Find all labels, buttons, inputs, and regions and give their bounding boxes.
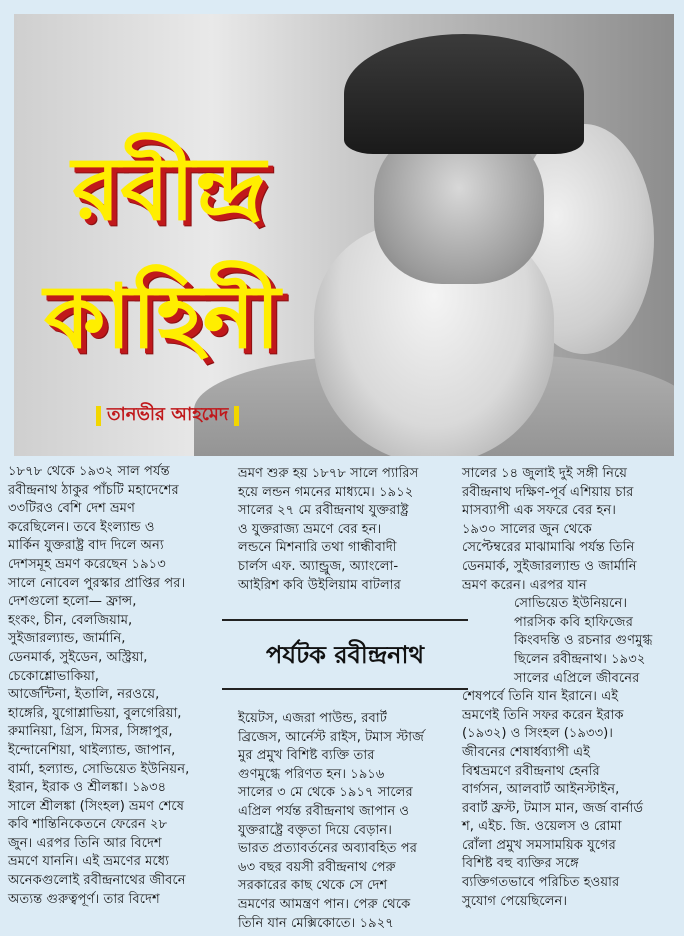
text-line: সালে নোবেল পুরস্কার প্রাপ্তির পর। — [8, 575, 186, 591]
text-line: হয়ে লন্ডন গমনের মাধ্যমে। ১৯১২ — [238, 484, 414, 500]
portrait-cap — [344, 34, 584, 154]
text-line: পারসিক কবি হাফিজের — [514, 614, 633, 630]
text-line: যুক্তরাষ্ট্রে বক্তৃতা দিয়ে বেড়ান। — [238, 822, 392, 838]
section-heading: পর্যটক রবীন্দ্রনাথ — [265, 641, 424, 669]
article-column-1 — [8, 463, 216, 909]
article-column-3 — [462, 465, 678, 911]
author-name: তানভীর আহমেদ — [107, 404, 229, 425]
text-line: সুইজারল্যান্ড, জার্মানি, — [8, 631, 126, 647]
text-line: বিশিষ্ট বহু ব্যক্তির সঙ্গে — [462, 856, 579, 872]
text-line: মার্কিন যুক্তরাষ্ট্র বাদ দিলে অন্য — [8, 538, 164, 554]
text-line: ভারত প্রত্যাবর্তনের অব্যাবহিত পর — [238, 841, 417, 857]
heading-rule-top — [222, 619, 468, 621]
text-line: সোভিয়েত ইউনিয়নে। — [514, 596, 628, 612]
text-line: সালের ৩ মে থেকে ১৯১৭ সালের — [238, 785, 413, 801]
byline-bar-right — [234, 406, 239, 426]
text-line: ডেনমার্ক, সুইজারল্যান্ড ও জার্মানি — [462, 558, 637, 574]
text-line: অনেকগুলোই রবীন্দ্রনাথের জীবনে — [8, 873, 186, 889]
text-line: হাঙ্গেরি, যুগোশ্লাভিয়া, বুলগেরিয়া, — [8, 705, 182, 721]
text-line: দেশগুলো হলো— ফ্রান্স, — [8, 594, 137, 610]
text-line: মাসব্যাপী এক সফরে বের হন। — [462, 503, 616, 519]
section-heading-box — [222, 619, 468, 691]
text-line: ছিলেন রবীন্দ্রনাথ। ১৯৩২ — [514, 651, 646, 667]
heading-rule-bottom — [222, 688, 468, 690]
text-line: ১৮৭৮ থেকে ১৯৩২ সাল পর্যন্ত — [8, 464, 170, 479]
text-line: চার্লস এফ. অ্যান্ড্রুজ, অ্যাংলো- — [238, 558, 399, 574]
text-line: শ, এইচ. জি. ওয়েলস ও রোমা — [462, 819, 622, 835]
text-line: এপ্রিল পর্যন্ত রবীন্দ্রনাথ জাপান ও — [238, 803, 410, 819]
text-line: ১৯৩০ সালের জুন থেকে — [462, 521, 592, 537]
text-line: অত্যন্ত গুরুত্বপূর্ণ। তার বিদেশ — [8, 891, 160, 907]
text-line: রুমানিয়া, গ্রিস, মিসর, সিঙ্গাপুর, — [8, 724, 173, 740]
text-line: সালের ১৪ জুলাই দুই সঙ্গী নিয়ে — [462, 466, 628, 481]
article-column-2-top — [238, 465, 446, 595]
text-line: ৬৩ বছর বয়সী রবীন্দ্রনাথ পেরু — [238, 859, 396, 875]
text-line: ভ্রমণেই তিনি সফর করেন ইরাক — [462, 707, 624, 723]
text-line: করেছিলেন। তবে ইংল্যান্ড ও — [8, 519, 155, 535]
text-line: কিংবদন্তি ও রচনার গুণমুগ্ধ — [514, 633, 653, 649]
text-line: ইরান, ইরাক ও শ্রীলঙ্কা। ১৯৩৪ — [8, 780, 167, 796]
text-line: ইন্দোনেশিয়া, থাইল্যান্ড, জাপান, — [8, 742, 176, 758]
text-line: জীবনের শেষার্ধব্যাপী এই — [462, 744, 590, 760]
text-line: জুন। এরপর তিনি আর বিদেশ — [8, 835, 162, 851]
text-line: মুর প্রমুখ বিশিষ্ট ব্যক্তি তার — [238, 748, 375, 764]
text-line: সালের ২৭ মে রবীন্দ্রনাথ যুক্তরাষ্ট্র — [238, 503, 409, 519]
text-line: হংকং, চীন, বেলজিয়াম, — [8, 612, 133, 628]
text-line: ও যুক্তরাজ্য ভ্রমণে বের হন। — [238, 521, 382, 537]
text-line: সালে শ্রীলঙ্কা (সিংহল) ভ্রমণ শেষে — [8, 798, 184, 814]
text-line: বার্মা, হল্যান্ড, সোভিয়েত ইউনিয়ন, — [8, 761, 190, 777]
title-line-2: কাহিনী — [44, 264, 281, 368]
text-line: রবীন্দ্রনাথ ঠাকুর পাঁচটি মহাদেশের — [8, 482, 179, 498]
article-column-2-bottom — [238, 710, 448, 933]
text-line: বার্গসন, আলবার্ট আইনস্টাইন, — [462, 782, 620, 798]
text-line: ভ্রমণ শুরু হয় ১৮৭৮ সালে প্যারিস — [238, 466, 419, 481]
text-line: রোঁলা প্রমুখ সমসাময়িক যুগের — [462, 837, 616, 853]
title-line-1: রবীন্দ্র — [72, 136, 266, 240]
author-byline — [96, 400, 239, 431]
text-line: আইরিশ কবি উইলিয়াম বাটলার — [238, 577, 401, 593]
text-line: সুযোগ পেয়েছিলেন। — [462, 893, 568, 909]
text-line: সেপ্টেম্বরের মাঝামাঝি পর্যন্ত তিনি — [462, 540, 635, 556]
text-line: আর্জেন্টিনা, ইতালি, নরওয়ে, — [8, 687, 160, 703]
text-line: শেষপর্বে তিনি যান ইরানে। এই — [462, 689, 619, 705]
text-line: গুণমুগ্ধে পরিণত হন। ১৯১৬ — [238, 766, 385, 782]
text-line: ভ্রমণ করেন। এরপর যান — [462, 577, 587, 593]
text-line: তিনি যান মেক্সিকোতে। ১৯২৭ — [238, 915, 394, 931]
text-line: ভ্রমণে যাননি। এই ভ্রমণের মধ্যে — [8, 854, 169, 870]
text-line: ভ্রমণের আমন্ত্রণ পান। পেরু থেকে — [238, 896, 411, 912]
text-line: বিশ্বভ্রমণে রবীন্দ্রনাথ হেনরি — [462, 763, 600, 779]
text-line: ব্যক্তিগতভাবে পরিচিত হওয়ার — [462, 875, 620, 891]
text-line: রবীন্দ্রনাথ দক্ষিণ-পূর্ব এশিয়ায় চার — [462, 484, 634, 500]
text-line: ৩৩টিরও বেশি দেশ ভ্রমণ — [8, 501, 135, 517]
text-line: লন্ডনে মিশনারি তথা গান্ধীবাদী — [238, 540, 397, 556]
text-line: কবি শান্তিনিকেতনে ফেরেন ২৮ — [8, 817, 168, 833]
text-line: ব্রিজেস, আর্নেস্ট রাইস, টমাস স্টার্জ — [238, 729, 424, 745]
text-line: চেকোশ্লোভাকিয়া, — [8, 668, 99, 684]
text-line: সরকারের কাছ থেকে সে দেশ — [238, 878, 388, 894]
hero-image — [14, 14, 674, 456]
text-line: সালের এপ্রিলে জীবনের — [514, 670, 640, 686]
text-line: ইয়েটস, এজরা পাউন্ড, রবার্ট — [238, 711, 387, 726]
text-line: রবার্ট ফ্রস্ট, টমাস মান, জর্জ বার্নার্ড — [462, 800, 644, 816]
byline-bar-left — [96, 406, 101, 426]
text-line: (১৯৩২) ও সিংহল (১৯৩৩)। — [462, 726, 614, 742]
text-line: ডেনমার্ক, সুইডেন, অস্ট্রিয়া, — [8, 649, 148, 665]
text-line: দেশসমূহ ভ্রমণ করেছেন ১৯১৩ — [8, 556, 166, 572]
